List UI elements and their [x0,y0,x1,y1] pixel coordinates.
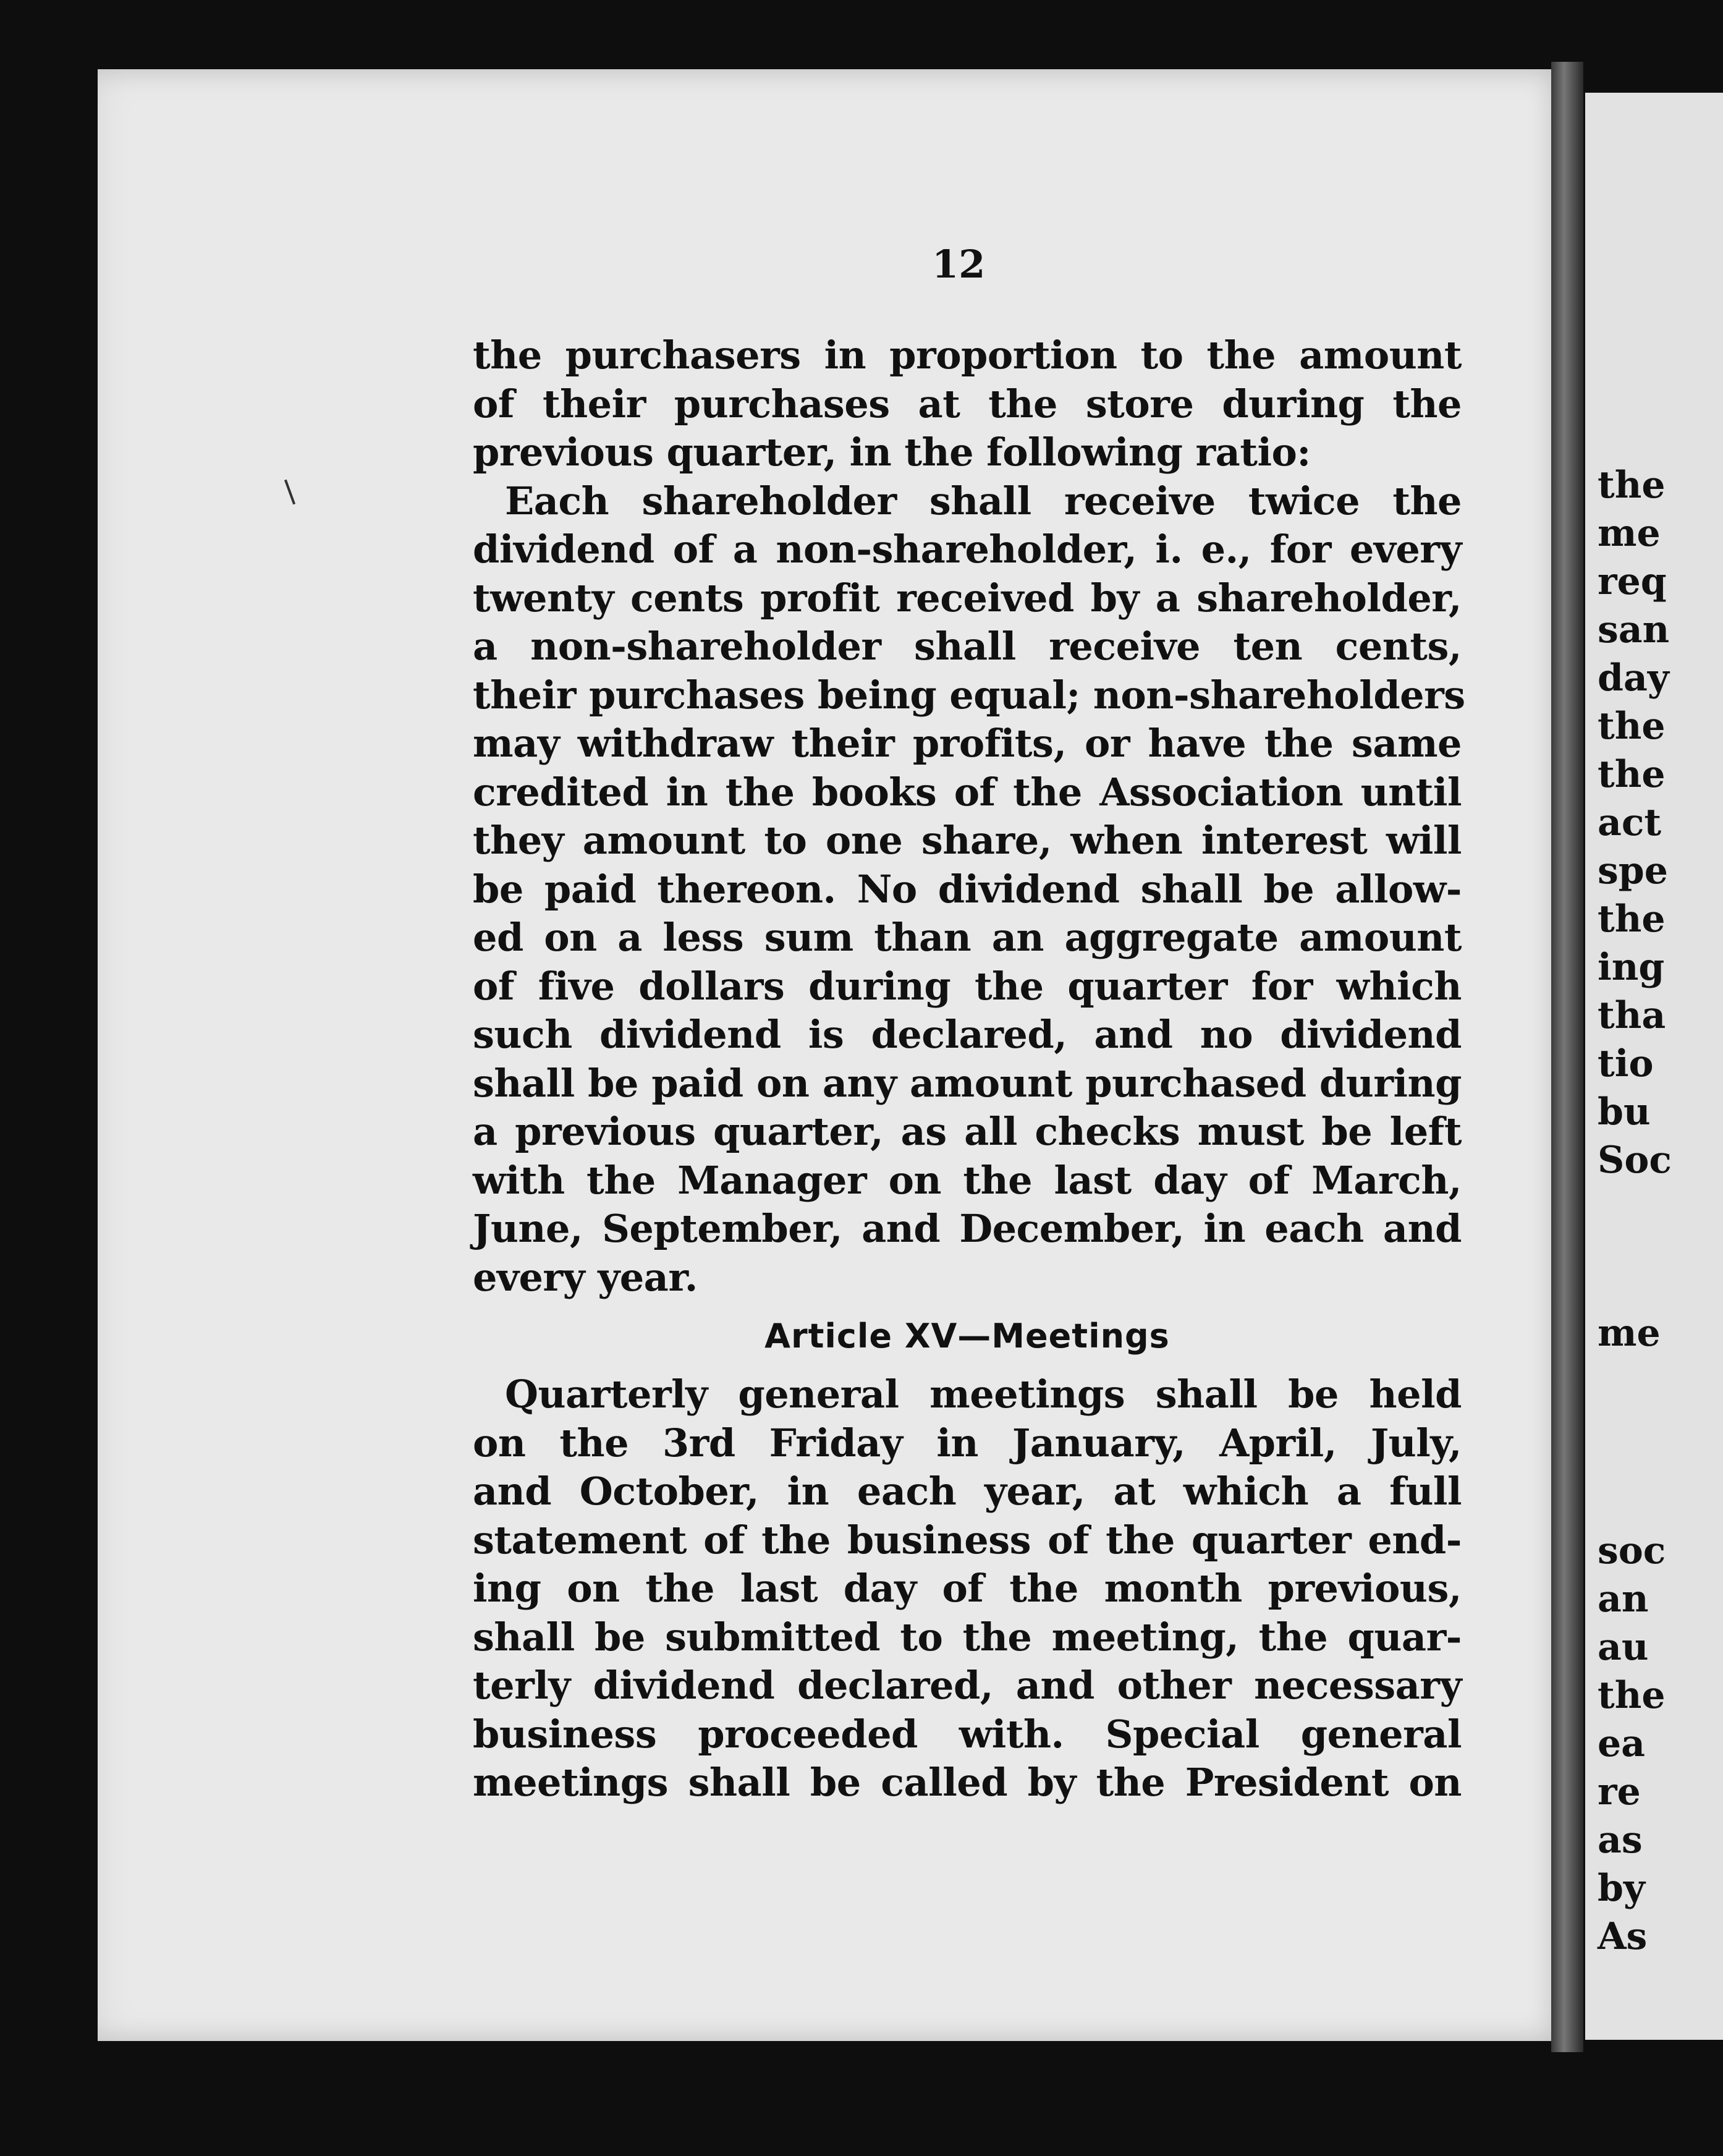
facing-fragment: ing [1598,946,1665,989]
text-line: with the Manager on the last day of March, [473,1157,1462,1203]
text-line: Quarterly general meetings shall be held [505,1372,1462,1417]
facing-fragment: ea [1598,1722,1646,1765]
page-number: 12 [932,242,986,287]
facing-fragment: the [1598,464,1666,507]
facing-fragment: me [1598,512,1661,555]
text-line: a non-shareholder shall receive ten cents, [473,624,1462,669]
facing-fragment: san [1598,608,1670,651]
text-line: dividend of a non-shareholder, i. e., for every [473,527,1462,572]
facing-fragment: the [1598,1674,1666,1717]
text-line: a previous quarter, as all checks must be left [473,1109,1462,1154]
text-line: of five dollars during the quarter for which [473,963,1462,1009]
text-line: may withdraw their profits, or have the same [473,721,1462,766]
text-line: meetings shall be called by the President on [473,1760,1462,1805]
facing-fragment: As [1598,1915,1648,1958]
facing-fragment: the [1598,705,1666,748]
article-heading: Article XV—Meetings [764,1317,1170,1356]
text-line: be paid thereon. No dividend shall be allow- [473,866,1462,912]
facing-fragment: an [1598,1577,1649,1621]
text-line: every year. [473,1254,698,1300]
facing-fragment: re [1598,1770,1641,1814]
book-spine [1551,62,1583,2052]
text-line: terly dividend declared, and other necessary [473,1663,1462,1708]
text-line: ed on a less sum than an aggregate amount [473,915,1462,960]
text-line: shall be submitted to the meeting, the quar- [473,1614,1462,1660]
facing-fragment: Soc [1598,1139,1672,1182]
text-line: business proceeded with. Special general [473,1711,1462,1757]
facing-fragment: au [1598,1626,1649,1669]
text-line: Each shareholder shall receive twice the [505,478,1462,524]
facing-fragment: spe [1598,849,1668,893]
facing-fragment: by [1598,1867,1645,1910]
text-line: credited in the books of the Association until [473,769,1462,815]
paragraph [473,1370,1462,1807]
text-line: and October, in each year, at which a full [473,1469,1462,1514]
paragraph [473,331,1462,477]
text-line: such dividend is declared, and no dividend [473,1012,1462,1057]
facing-fragment: act [1598,801,1662,844]
facing-fragment: req [1598,560,1667,603]
text-line: shall be paid on any amount purchased during [473,1060,1462,1106]
text-line: June, September, and December, in each and [473,1206,1462,1251]
paragraph [473,477,1465,1302]
facing-page [1585,93,1723,2040]
text-line: on the 3rd Friday in January, April, July, [473,1420,1462,1466]
facing-fragment: day [1598,656,1669,700]
text-line: they amount to one share, when interest will [473,818,1462,863]
facing-fragment: tio [1598,1042,1654,1085]
text-line: their purchases being equal; non-shareholders [473,672,1465,718]
text-line: previous quarter, in the following ratio: [473,430,1311,475]
facing-fragment: tha [1598,994,1666,1037]
facing-fragment: soc [1598,1529,1666,1572]
facing-fragment: me [1598,1312,1661,1355]
text-line: of their purchases at the store during the [473,381,1462,427]
body-text [473,331,1465,1807]
text-line: ing on the last day of the month previous, [473,1566,1462,1611]
facing-fragment: the [1598,898,1666,941]
text-line: statement of the business of the quarter end- [473,1517,1462,1563]
facing-fragment: the [1598,753,1666,796]
text-line: the purchasers in proportion to the amount [473,333,1462,378]
facing-fragment: as [1598,1819,1643,1862]
facing-fragment: bu [1598,1090,1651,1134]
text-line: twenty cents profit received by a shareholder, [473,575,1462,621]
